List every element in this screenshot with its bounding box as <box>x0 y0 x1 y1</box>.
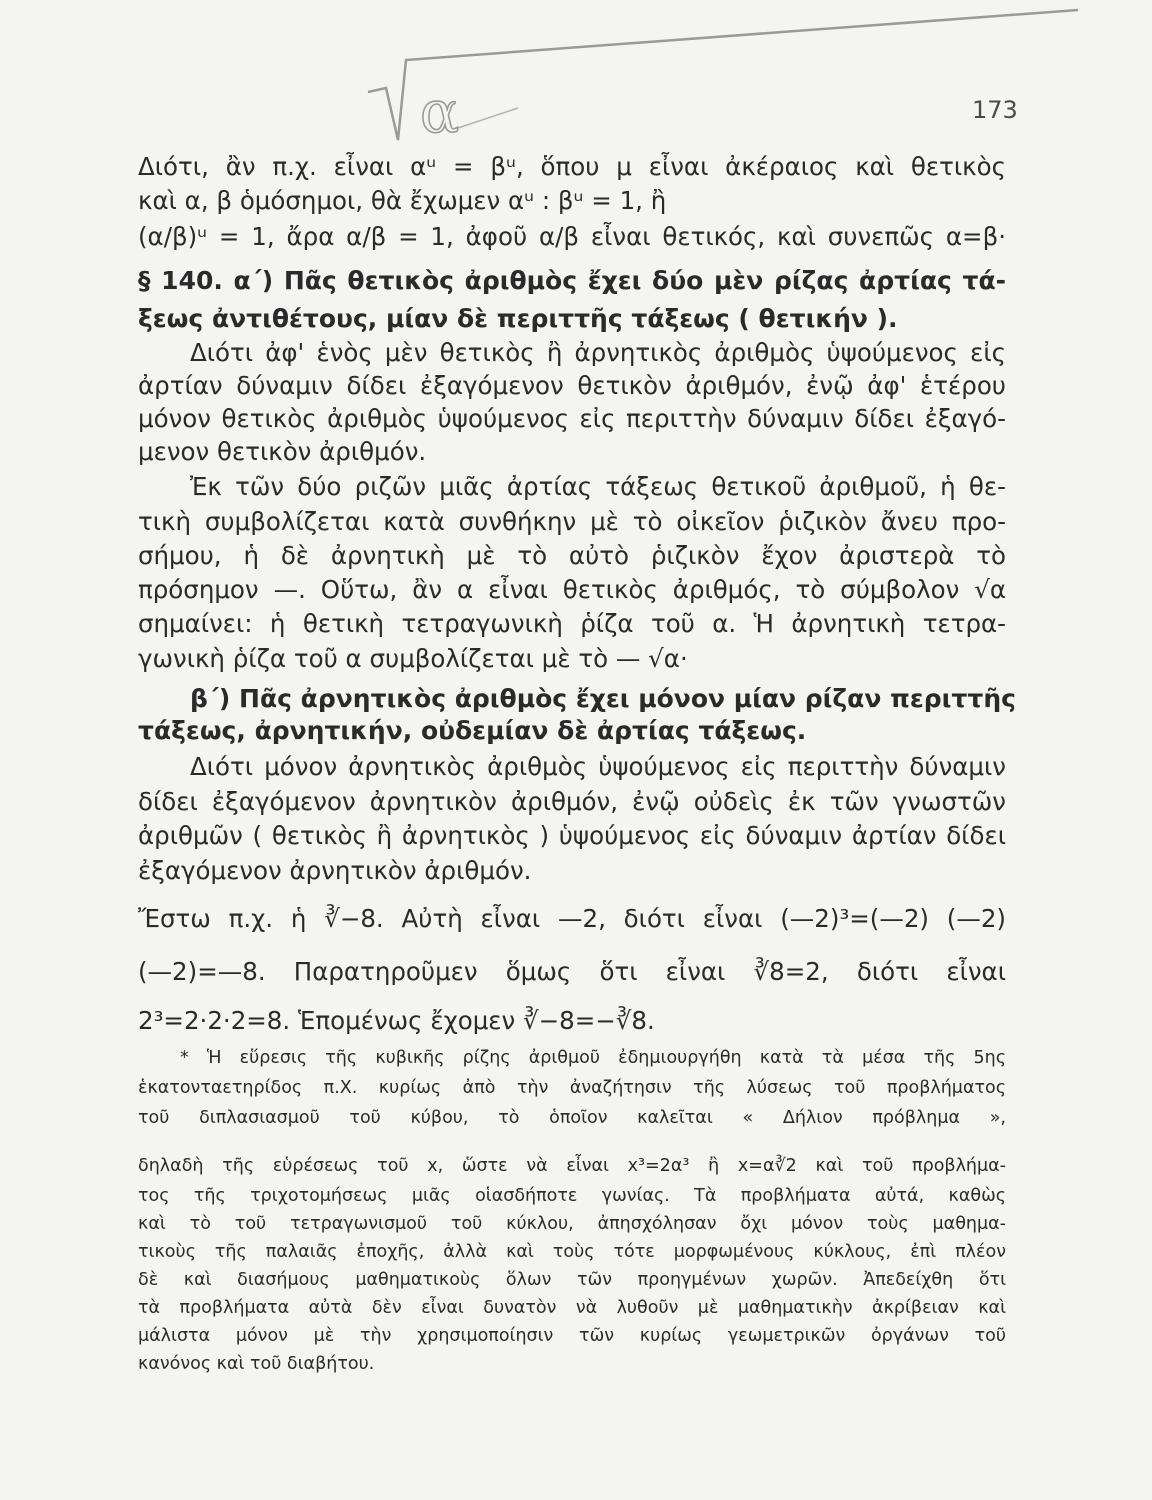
footnote-line: τὰ προβλήματα αὐτὰ δὲν εἶναι δυνατὸν νὰ λυθοῦν μὲ μαθηματικὴν ἀκρίβειαν καὶ <box>138 1298 1006 1318</box>
footnote-line: ἑκατονταετηρίδος π.Χ. κυρίως ἀπὸ τὴν ἀναζήτησιν τῆς λύσεως τοῦ προβλήματος <box>138 1078 1006 1098</box>
text-line: ἐξαγόμενον ἀρνητικὸν ἀριθμόν. <box>138 856 532 885</box>
text-line: δίδει ἐξαγόμενον ἀρνητικὸν ἀριθμόν, ἐνῷ οὐδεὶς ἐκ τῶν γνωστῶν <box>138 787 1006 816</box>
example-line: (—2)=—8. Παρατηροῦμεν ὅμως ὅτι εἶναι ∛8=2, διότι εἶναι <box>138 957 1006 986</box>
text-line: ἀριθμῶν ( θετικὸς ἢ ἀρνητικὸς ) ὑψούμενος εἰς δύναμιν ἀρτίαν δίδει <box>138 821 1006 850</box>
text-line: Ἐκ τῶν δύο ριζῶν μιᾶς ἀρτίας τάξεως θετικοῦ ἀριθμοῦ, ἡ θε- <box>190 472 1006 501</box>
footnote-line: τος τῆς τριχοτομήσεως μιᾶς οἱασδήποτε γωνίας. Τὰ προβλήματα αὐτά, καθὼς <box>138 1186 1006 1206</box>
formula-line: (α/β)ᵘ = 1, ἄρα α/β = 1, ἀφοῦ α/β εἶναι θετικός, καὶ συνεπῶς α=β· <box>138 222 1006 251</box>
text-line: ἀρτίαν δύναμιν δίδει ἐξαγόμενον θετικὸν ἀριθμόν, ἐνῷ ἀφ' ἑτέρου <box>138 371 1006 400</box>
footnote-line: δὲ καὶ διασήμους μαθηματικοὺς ὅλων τῶν προηγμένων χωρῶν. Ἀπεδείχθη ὅτι <box>138 1270 1006 1290</box>
example-line: Ἔστω π.χ. ἡ ∛−8. Αὐτὴ εἶναι —2, διότι εἶναι (—2)³=(—2) (—2) <box>138 904 1006 933</box>
text-line: μενον θετικὸν ἀριθμόν. <box>138 437 427 466</box>
section-heading: § 140. α΄) Πᾶς θετικὸς ἀριθμὸς ἔχει δύο μὲν ρίζας ἀρτίας τά- <box>138 266 1006 295</box>
text-line: Διότι μόνον ἀρνητικὸς ἀριθμὸς ὑψούμενος εἰς περιττὴν δύναμιν <box>190 752 1006 781</box>
footnote-line: κανόνος καὶ τοῦ διαβήτου. <box>138 1354 375 1374</box>
footnote-line: τοῦ διπλασιασμοῦ τοῦ κύβου, τὸ ὁποῖον καλεῖται « Δήλιον πρόβλημα », <box>138 1108 1006 1128</box>
footnote-line: τικοὺς τῆς παλαιᾶς ἐποχῆς, ἀλλὰ καὶ τοὺς τότε μορφωμένους κύκλους, ἐπὶ πλέον <box>138 1242 1006 1262</box>
text-line: καὶ α, β ὁμόσημοι, θὰ ἔχωμεν αᵘ : βᵘ = 1, ἢ <box>138 186 667 215</box>
text-line: Διότι, ἂν π.χ. εἶναι αᵘ = βᵘ, ὅπου μ εἶναι ἀκέραιος καὶ θετικὸς <box>138 152 1006 181</box>
footnote-line: καὶ τὸ τοῦ τετραγωνισμοῦ τοῦ κύκλου, ἀπησχόλησαν ὄχι μόνον τοὺς μαθημα- <box>138 1214 1006 1234</box>
text-line: Διότι ἀφ' ἑνὸς μὲν θετικὸς ἢ ἀρνητικὸς ἀριθμὸς ὑψούμενος εἰς <box>190 338 1006 367</box>
text-line: πρόσημον —. Οὕτω, ἂν α εἶναι θετικὸς ἀριθμός, τὸ σύμβολον √α <box>138 575 1006 604</box>
example-line: 2³=2·2·2=8. Ἑπομένως ἔχομεν ∛−8=−∛8. <box>138 1006 655 1035</box>
page-number: 173 <box>972 96 1018 124</box>
footnote-line: μάλιστα μόνον μὲ τὴν χρησιμοποίησιν τῶν κυρίως γεωμετρικῶν ὀργάνων τοῦ <box>138 1326 1006 1346</box>
footnote-line: δηλαδὴ τῆς εὑρέσεως τοῦ x, ὥστε νὰ εἶναι x³=2α³ ἢ x=α∛2 καὶ τοῦ προβλήμα- <box>138 1156 1006 1176</box>
footnote-line: * Ἡ εὕρεσις τῆς κυβικῆς ρίζης ἀριθμοῦ ἐδημιουργήθη κατὰ τὰ μέσα τῆς 5ης <box>180 1048 1006 1068</box>
subsection-heading: β΄) Πᾶς ἀρνητικὸς ἀριθμὸς ἔχει μόνον μίαν ρίζαν περιττῆς <box>190 684 1016 713</box>
text-line: σήμου, ἡ δὲ ἀρνητικὴ μὲ τὸ αὐτὸ ῥιζικὸν ἔχον ἀριστερὰ τὸ <box>138 541 1006 570</box>
radical-alpha-logo <box>358 0 1078 150</box>
section-heading: ξεως ἀντιθέτους, μίαν δὲ περιττῆς τάξεως ( θετικήν ). <box>138 304 898 333</box>
svg-text:α: α <box>420 78 460 146</box>
text-line: γωνικὴ ῥίζα τοῦ α συμβολίζεται μὲ τὸ — √α· <box>138 644 688 673</box>
text-line: τικὴ συμβολίζεται κατὰ συνθήκην μὲ τὸ οἰκεῖον ῥιζικὸν ἄνευ προ- <box>138 507 1006 536</box>
text-line: μόνον θετικὸς ἀριθμὸς ὑψούμενος εἰς περιττὴν δύναμιν δίδει ἐξαγό- <box>138 404 1006 433</box>
subsection-heading: τάξεως, ἀρνητικήν, οὐδεμίαν δὲ ἀρτίας τάξεως. <box>138 716 807 745</box>
text-line: σημαίνει: ἡ θετικὴ τετραγωνικὴ ῥίζα τοῦ α. Ἡ ἀρνητικὴ τετρα- <box>138 609 1006 638</box>
